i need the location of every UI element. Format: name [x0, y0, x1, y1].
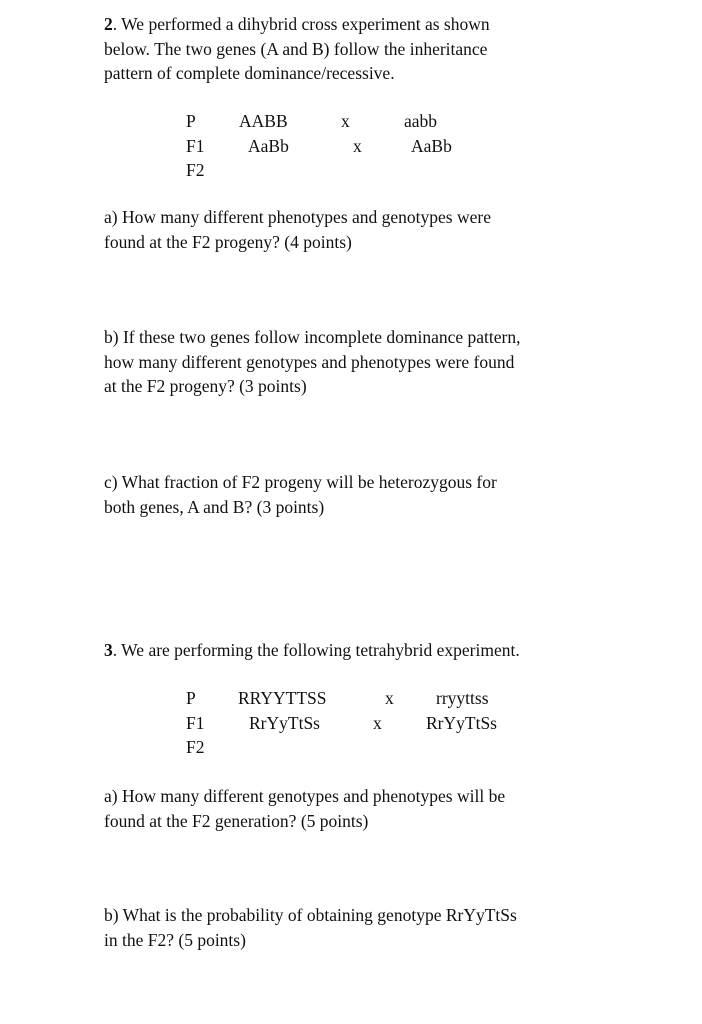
q2-cross-p-row: [186, 109, 586, 134]
q3-part-a: a) How many different genotypes and phenotypes will be found at the F2 generation? (5 points): [104, 786, 506, 831]
q3-cross-f1-row: [186, 711, 586, 736]
f1-genotype-left: RrYyTtSs: [249, 712, 320, 733]
q2-part-c: c) What fraction of F2 progeny will be heterozygous for both genes, A and B? (3 points): [104, 472, 497, 517]
generation-label: P: [186, 111, 196, 131]
q3-intro-line: 3. We are performing the following tetrahybrid experiment.: [104, 640, 520, 660]
q2-number: 2: [104, 14, 113, 34]
q3-part-b: b) What is the probability of obtaining genotype RrYyTtSs in the F2? (5 points): [104, 905, 517, 950]
q2-intro: [104, 12, 664, 86]
q2-intro-line: below. The two genes (A and B) follow the inheritance: [104, 38, 488, 59]
q2-intro-line: pattern of complete dominance/recessive.: [104, 63, 395, 83]
q2-cross-f1-row: [186, 134, 586, 159]
q2-intro-line: 2. We performed a dihybrid cross experiment as shown: [104, 14, 490, 34]
f1-genotype-right: RrYyTtSs: [426, 712, 497, 733]
cross-symbol: x: [373, 712, 382, 733]
parent-genotype-right: rryyttss: [436, 688, 489, 708]
f1-genotype-right: AaBb: [411, 135, 452, 156]
q2-part-a: a) How many different phenotypes and genotypes were found at the F2 progeny? (4 points): [104, 207, 491, 252]
generation-label: F1: [186, 135, 205, 156]
cross-symbol: x: [385, 688, 394, 708]
q2-part-b: b) If these two genes follow incomplete dominance pattern, how many different genotypes and phenotypes were found at the F2 progeny? (3 points): [104, 327, 521, 396]
generation-label: F2: [186, 737, 205, 757]
generation-label: P: [186, 688, 196, 708]
cross-symbol: x: [341, 111, 350, 131]
f1-genotype-left: AaBb: [248, 135, 289, 156]
parent-genotype-left: AABB: [239, 111, 288, 131]
q3-cross-p-row: [186, 686, 586, 711]
parent-genotype-left: RRYYTTSS: [238, 688, 327, 708]
parent-genotype-right: aabb: [404, 111, 438, 131]
cross-symbol: x: [353, 135, 362, 156]
q3-number: 3: [104, 640, 113, 660]
q3-cross-f2-row: [186, 735, 586, 760]
generation-label: F1: [186, 712, 205, 733]
q2-cross-f2-row: [186, 158, 586, 183]
q3-intro: [104, 638, 664, 663]
generation-label: F2: [186, 160, 205, 180]
